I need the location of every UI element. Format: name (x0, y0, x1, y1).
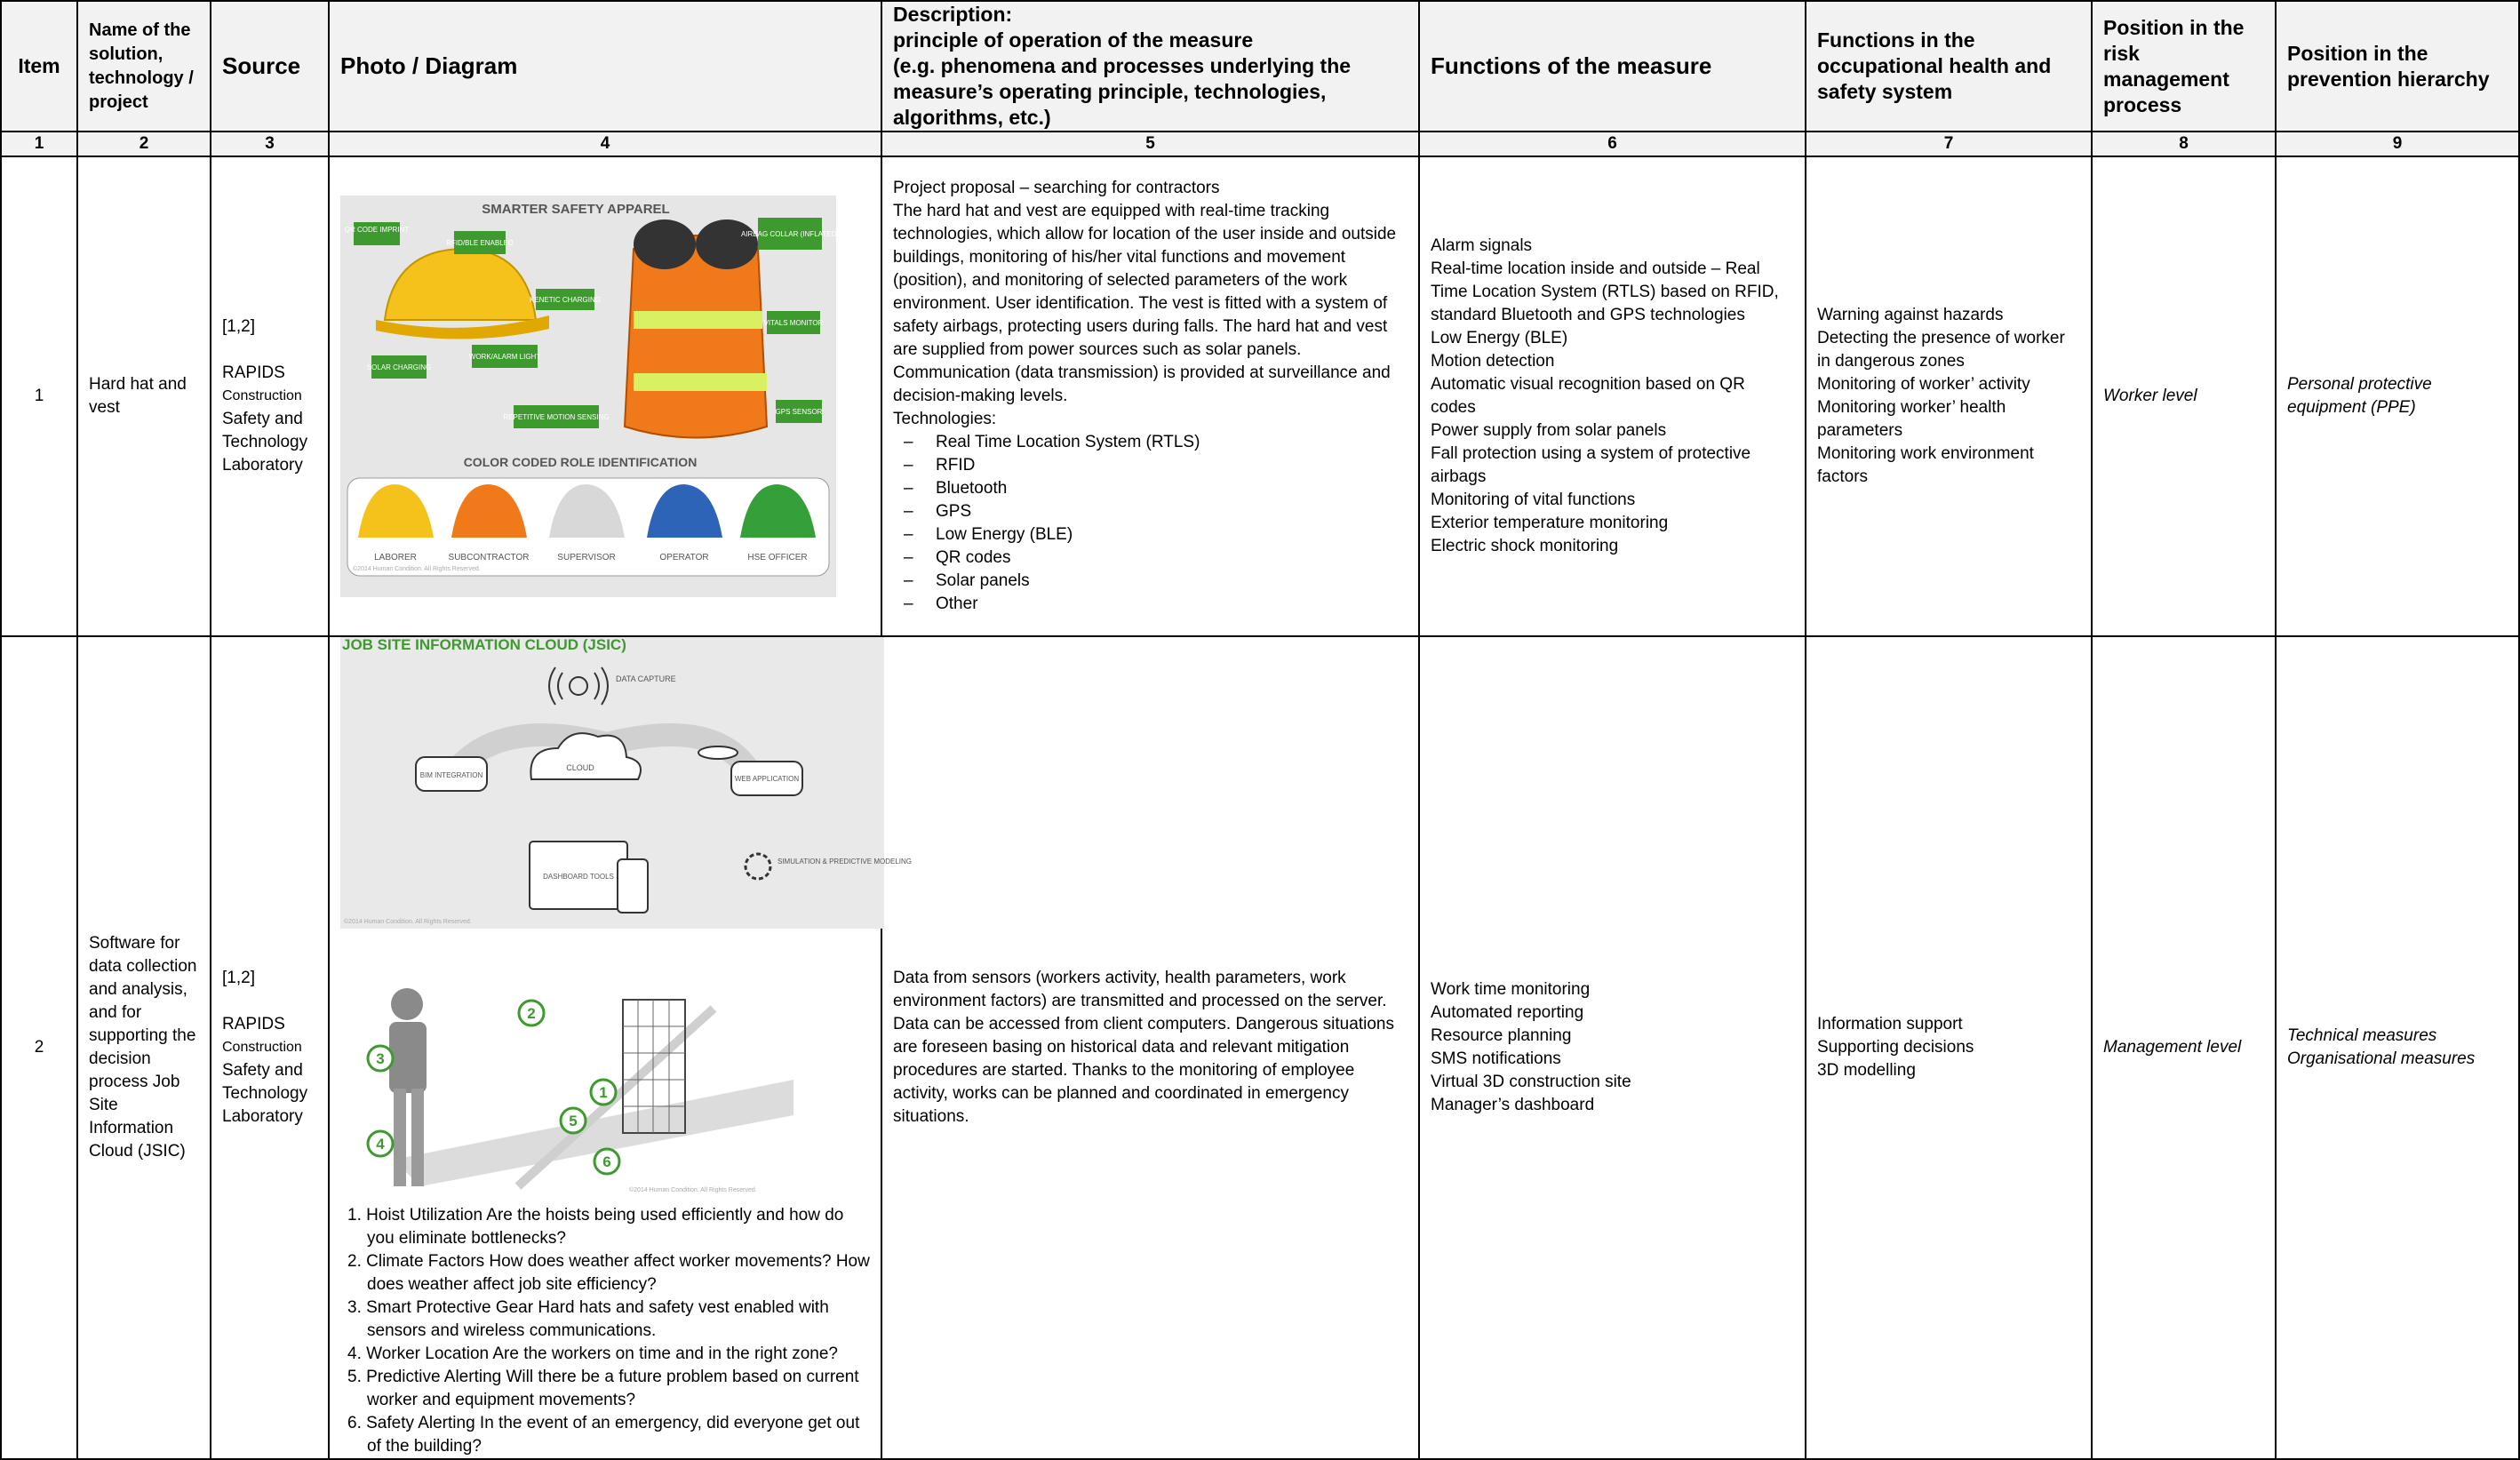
row-description (881, 156, 1419, 636)
row-photo (329, 156, 881, 636)
source-org: RAPIDS (222, 363, 285, 382)
list-item: 1. Hoist Utilization Are the hoists being used efficiently and how do you eliminate bottlenecks? (347, 1206, 844, 1248)
source-ref: [1,2] (222, 969, 255, 987)
source-org: Construction (222, 1040, 302, 1055)
technologies-list (893, 431, 1408, 616)
list-item: 3D modelling (1817, 1061, 1916, 1080)
apparel-title: SMARTER SAFETY APPAREL (482, 202, 670, 217)
jsic-label: WEB APPLICATION (734, 775, 800, 783)
list-item: Manager’s dashboard (1431, 1096, 1595, 1114)
table-header-row (1, 1, 2519, 132)
jsic-diagram-image (340, 636, 912, 929)
list-item: Technical measures (2287, 1026, 2437, 1045)
row-functions (1419, 156, 1806, 636)
list-item: – Bluetooth (893, 477, 1408, 500)
jsic-label: DASHBOARD TOOLS (543, 873, 614, 881)
table-row (1, 636, 2519, 1459)
list-item: Information support (1817, 1015, 1963, 1033)
list-item: 2. Climate Factors How does weather affect worker movements? How does weather affect job site efficiency? (347, 1252, 870, 1294)
smart-safety-apparel-image (340, 195, 840, 597)
column-number-row (1, 132, 2519, 156)
apparel-label: VITALS MONITOR (763, 319, 824, 327)
source-org: Safety and Technology Laboratory (222, 1061, 308, 1126)
list-item: – Real Time Location System (RTLS) (893, 431, 1408, 454)
list-item: Resource planning (1431, 1026, 1572, 1045)
row-ohs-functions (1806, 636, 2092, 1459)
apparel-label: RFID/BLE ENABLED (446, 239, 514, 247)
technologies-label: Technologies: (893, 410, 997, 428)
list-item: – Solar panels (893, 570, 1408, 593)
row-source (211, 156, 329, 636)
header-item: Item (1, 1, 77, 132)
marker-label: 1 (599, 1084, 608, 1101)
row-risk-position: Worker level (2092, 156, 2276, 636)
role-label: SUPERVISOR (557, 553, 616, 562)
image-copyright: ©2014 Human Condition. All Rights Reserved. (353, 566, 481, 572)
table-row (1, 156, 2519, 636)
header-description-line1: Description: (893, 3, 1013, 26)
header-risk: Position in the risk management process (2092, 1, 2276, 132)
column-number: 3 (211, 132, 329, 156)
apparel-label: WORK/ALARM LIGHT (468, 353, 541, 361)
row-source (211, 636, 329, 1459)
row-prevention-position: Personal protective equipment (PPE) (2276, 156, 2519, 636)
column-number: 7 (1806, 132, 2092, 156)
apparel-subtitle: COLOR CODED ROLE IDENTIFICATION (463, 455, 698, 469)
source-ref: [1,2] (222, 317, 255, 336)
list-item: 4. Worker Location Are the workers on time and in the right zone? (347, 1344, 839, 1363)
row-functions (1419, 636, 1806, 1459)
list-item: Alarm signals (1431, 236, 1533, 255)
apparel-label: REPETITIVE MOTION SENSING (503, 413, 610, 421)
source-org: Construction (222, 388, 302, 403)
description-lead: Project proposal – searching for contractors (893, 179, 1220, 197)
jsic-questions-list (340, 1204, 873, 1458)
jsic-label: SIMULATION & PREDICTIVE MODELING (778, 858, 912, 866)
column-number: 1 (1, 132, 77, 156)
apparel-label: GPS SENSOR (775, 408, 823, 416)
marker-label: 5 (569, 1113, 578, 1129)
apparel-label: AIRBAG COLLAR (INFLATED) (740, 230, 840, 238)
list-item: Fall protection using a system of protective airbags (1431, 444, 1751, 486)
header-prevention: Position in the prevention hierarchy (2276, 1, 2519, 132)
row-name: Hard hat and vest (77, 156, 211, 636)
header-description-line3: (e.g. phenomena and processes underlying the measure’s operating principle, technologies, algorithms, etc.) (893, 54, 1352, 129)
list-item: Exterior temperature monitoring (1431, 514, 1669, 532)
header-ohs: Functions in the occupational health and safety system (1806, 1, 2092, 132)
list-item: Detecting the presence of worker in dangerous zones (1817, 329, 2065, 371)
list-item: – Other (893, 593, 1408, 616)
header-description (881, 1, 1419, 132)
list-item: Monitoring work environment factors (1817, 444, 2034, 486)
list-item: Power supply from solar panels (1431, 421, 1667, 440)
row-photo (329, 636, 912, 1459)
jsic-title: JOB SITE INFORMATION CLOUD (JSIC) (342, 636, 626, 653)
list-item: Real-time location inside and outside – Real Time Location System (RTLS) based on RFID, standard Bluetooth and GPS technologies (1431, 259, 1779, 324)
header-name: Name of the solution, technology / project (77, 1, 211, 132)
row-item-number: 2 (1, 636, 77, 1459)
jsic-label: BIM INTEGRATION (419, 771, 483, 779)
header-description-line2: principle of operation of the measure (893, 28, 1254, 52)
list-item: SMS notifications (1431, 1049, 1561, 1068)
column-number: 9 (2276, 132, 2519, 156)
row-ohs-functions (1806, 156, 2092, 636)
list-item: 5. Predictive Alerting Will there be a future problem based on current worker and equipment movements? (347, 1368, 859, 1409)
list-item: 6. Safety Alerting In the event of an emergency, did everyone get out of the building? (347, 1414, 860, 1456)
marker-label: 4 (376, 1136, 385, 1153)
apparel-label: SOLAR CHARGING (366, 363, 432, 371)
marker-label: 2 (527, 1005, 536, 1022)
role-label: HSE OFFICER (747, 553, 808, 562)
source-org: RAPIDS (222, 1015, 285, 1033)
column-number: 8 (2092, 132, 2276, 156)
list-item: Virtual 3D construction site (1431, 1073, 1631, 1091)
list-item: – QR codes (893, 547, 1408, 570)
role-label: LABORER (374, 553, 417, 562)
description-body: The hard hat and vest are equipped with real-time tracking technologies, which allow for location of the user inside and outside buildings, monitoring of his/her vital functions and movement (position), and monitoring of selected parameters of the work environment. User identification. The vest is fitted with a system of safety airbags, protecting users during falls. The hard hat and vest are supplied from power sources such as solar panels. Communication (data transmission) is provided at surveillance and decision-making levels. (893, 202, 1397, 405)
column-number: 5 (881, 132, 1419, 156)
list-item: Warning against hazards (1817, 306, 2004, 324)
apparel-label: QR CODE IMPRINT (344, 226, 410, 234)
list-item: Organisational measures (2287, 1049, 2476, 1068)
list-item: Monitoring of worker’ activity (1817, 375, 2030, 394)
marker-label: 3 (376, 1050, 385, 1067)
column-number: 2 (77, 132, 211, 156)
apparel-label: KENETIC CHARGING (529, 296, 602, 304)
list-item: Supporting decisions (1817, 1038, 1974, 1057)
image-copyright: ©2014 Human Condition. All Rights Reserved. (344, 919, 472, 925)
row-name: Software for data collection and analysis, and for supporting the decision process Job Site Information Cloud (JSIC) (77, 636, 211, 1459)
jsic-label: DATA CAPTURE (616, 674, 676, 683)
list-item: – RFID (893, 454, 1408, 477)
job-site-illustration (340, 973, 802, 1201)
row-risk-position: Management level (2092, 636, 2276, 1459)
list-item: 3. Smart Protective Gear Hard hats and safety vest enabled with sensors and wireless communications. (347, 1298, 829, 1340)
header-functions: Functions of the measure (1419, 1, 1806, 132)
row-description: Data from sensors (workers activity, health parameters, work environment factors) are transmitted and processed on the server. Data can be accessed from client computers. Dangerous situations are foreseen basing on historical data and relevant mitigation procedures are started. Thanks to the monitoring of employee activity, works can be planned and coordinated in emergency situations. (881, 636, 1419, 1459)
header-source: Source (211, 1, 329, 132)
list-item: Electric shock monitoring (1431, 537, 1619, 555)
marker-label: 6 (602, 1153, 611, 1170)
header-photo: Photo / Diagram (329, 1, 881, 132)
source-org: Safety and Technology Laboratory (222, 410, 308, 475)
row-item-number: 1 (1, 156, 77, 636)
image-copyright: ©2014 Human Condition. All Rights Reserved. (629, 1187, 757, 1193)
list-item: Low Energy (BLE) (1431, 329, 1568, 347)
list-item: – GPS (893, 500, 1408, 523)
list-item: Work time monitoring (1431, 980, 1591, 999)
list-item: – Low Energy (BLE) (893, 523, 1408, 547)
role-label: OPERATOR (659, 553, 709, 562)
list-item: Motion detection (1431, 352, 1555, 371)
jsic-label: CLOUD (566, 763, 594, 772)
list-item: Automated reporting (1431, 1003, 1584, 1022)
list-item: Automatic visual recognition based on QR codes (1431, 375, 1745, 417)
column-number: 4 (329, 132, 881, 156)
column-number: 6 (1419, 132, 1806, 156)
role-label: SUBCONTRACTOR (448, 553, 530, 562)
row-prevention-position (2276, 636, 2519, 1459)
list-item: Monitoring of vital functions (1431, 491, 1636, 509)
list-item: Monitoring worker’ health parameters (1817, 398, 2006, 440)
